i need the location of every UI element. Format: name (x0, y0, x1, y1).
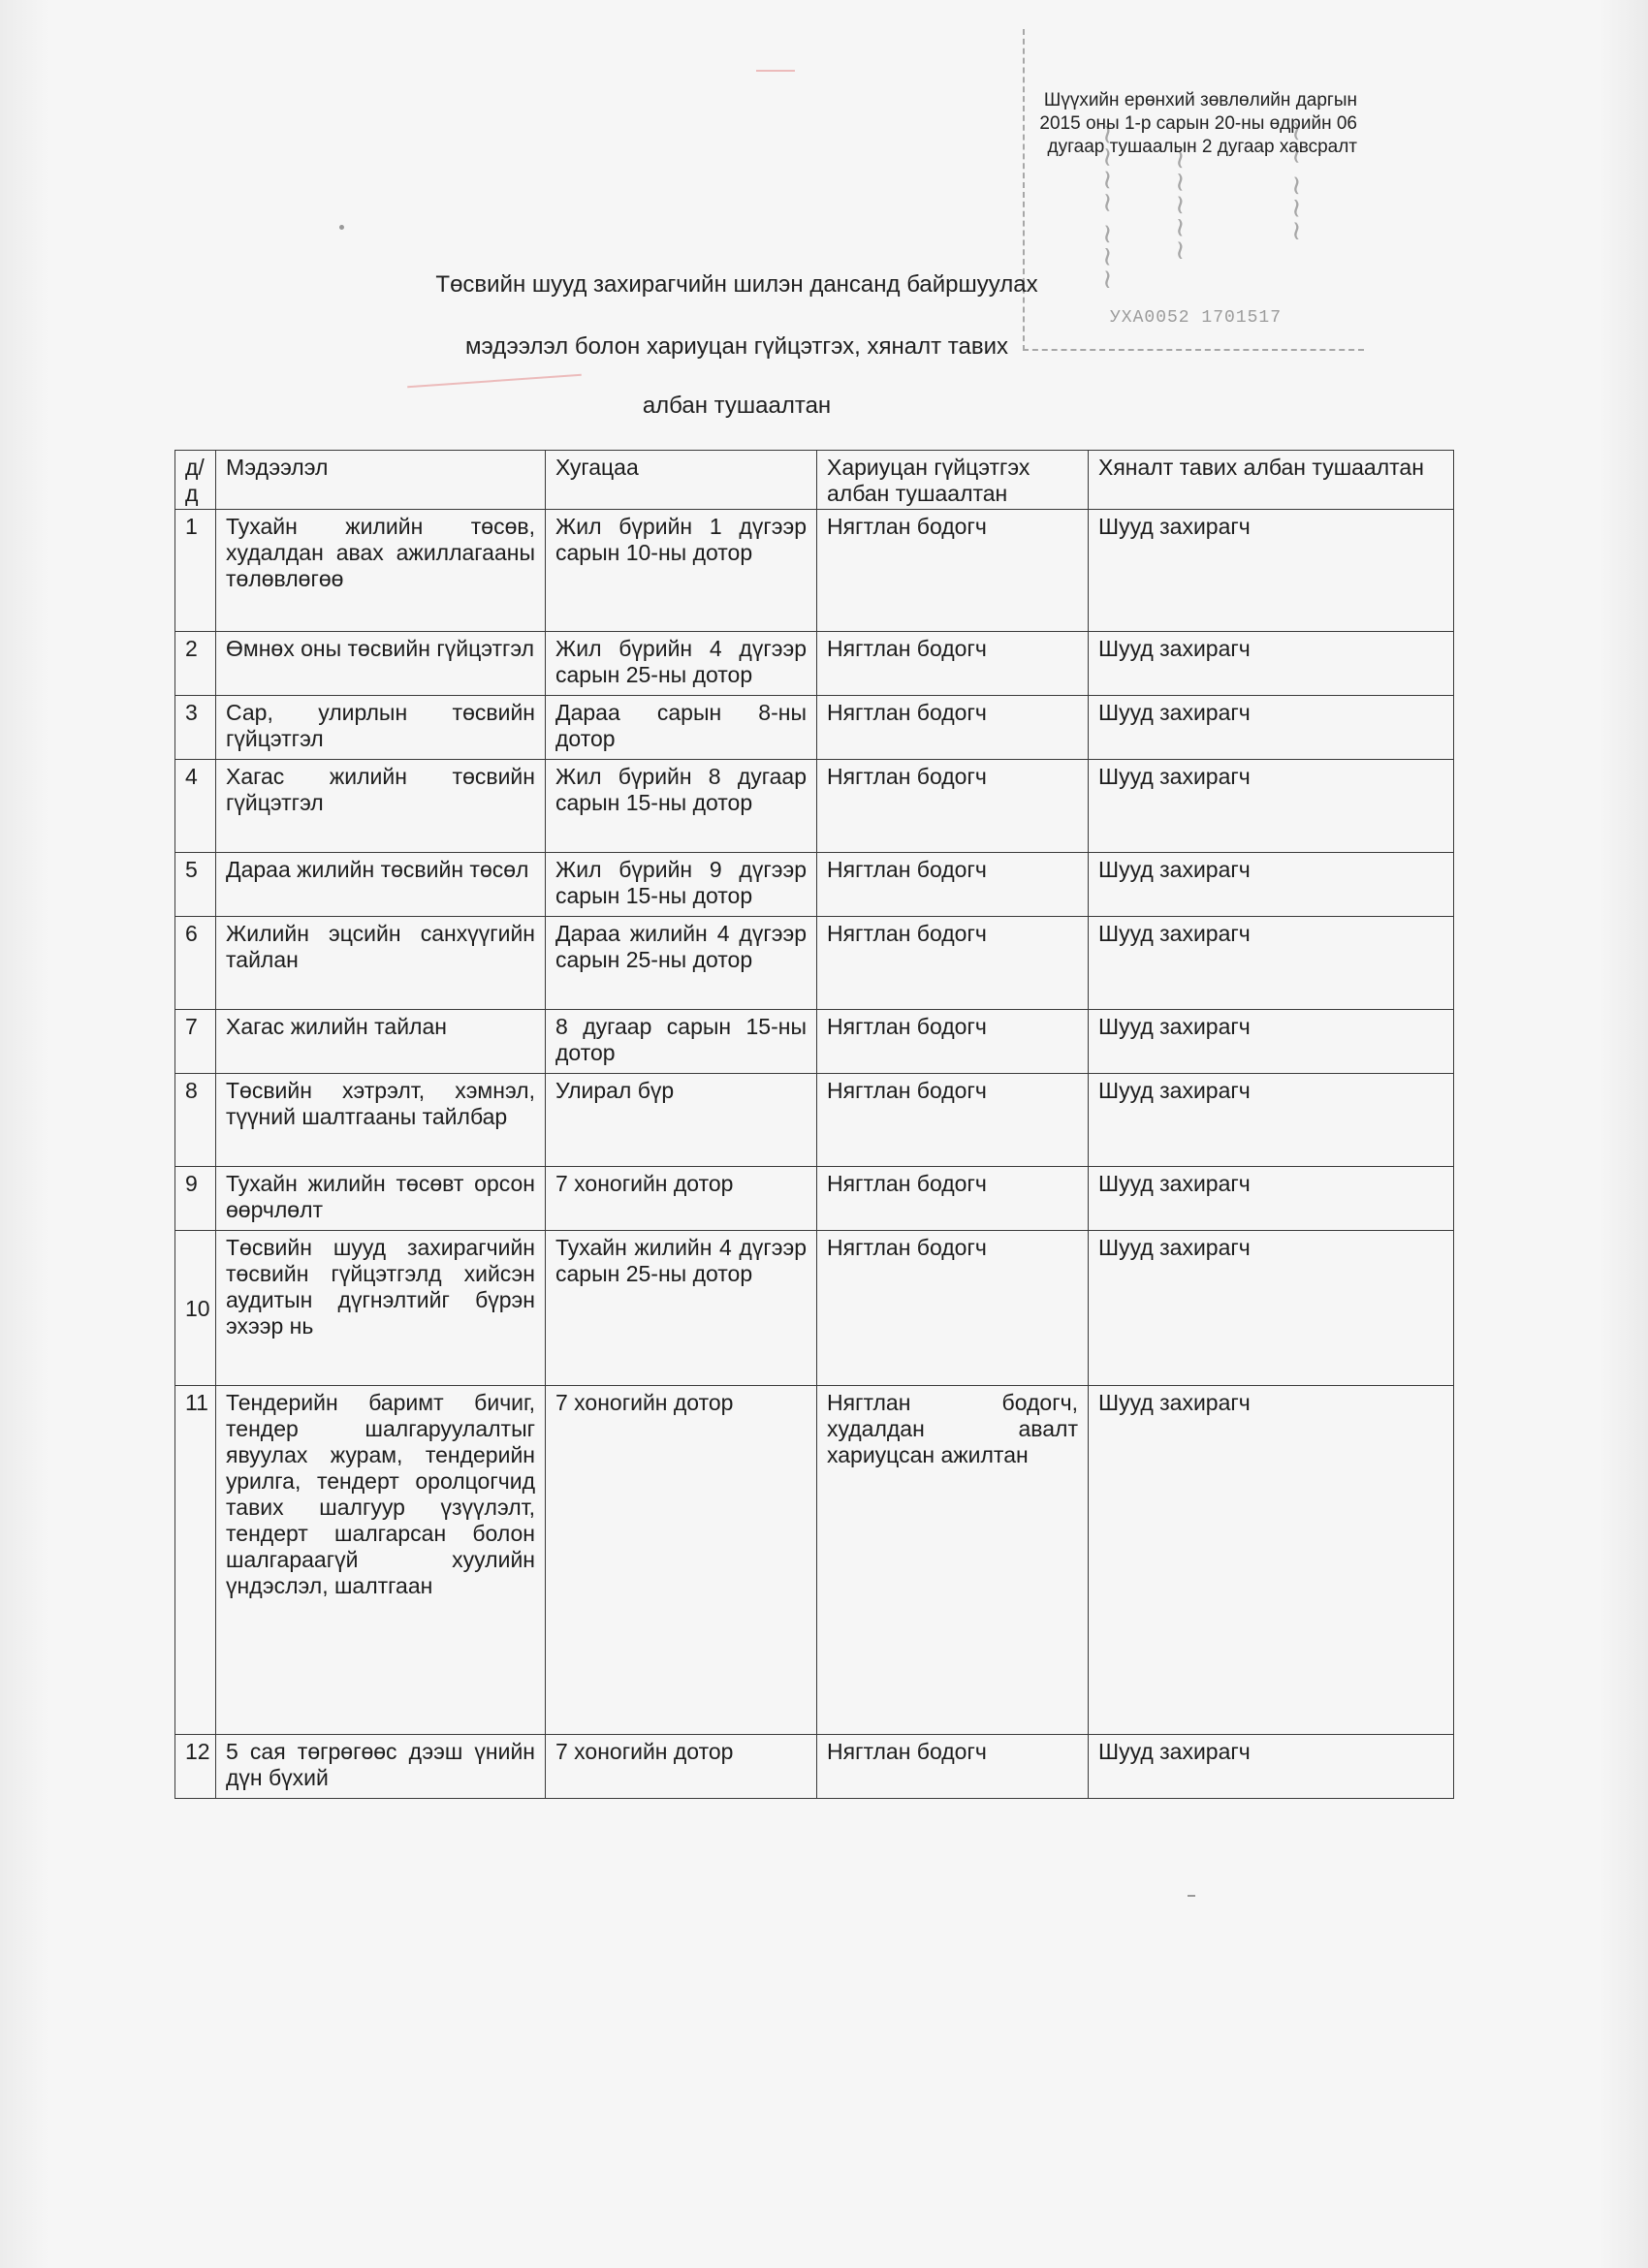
stamp-handwriting: ~~~ ~~ (1280, 119, 1312, 242)
cell-responsible: Нягтлан бодогч (817, 1010, 1089, 1074)
table-row (175, 1386, 1454, 1735)
cell-control: Шууд захирагч (1089, 1386, 1454, 1735)
cell-responsible: Нягтлан бодогч, худалдан авалт хариуцсан ажилтан (817, 1386, 1089, 1735)
cell-responsible: Нягтлан бодогч (817, 510, 1089, 632)
appendix-note (931, 89, 1357, 159)
cell-responsible: Нягтлан бодогч (817, 853, 1089, 917)
document-title-line: Төсвийн шууд захирагчийн шилэн дансанд байршуулах (435, 271, 1038, 298)
cell-time: Жил бүрийн 9 дүгээр сарын 15-ны дотор (546, 853, 817, 917)
stamp-code: УХА0052 1701517 (1110, 308, 1283, 328)
cell-num: 12 (175, 1735, 216, 1799)
cell-time: 8 дугаар сарын 15-ны дотор (546, 1010, 817, 1074)
table-row (175, 632, 1454, 696)
document-title-line: мэдээлэл болон хариуцан гүйцэтгэх, хяналт тавих (465, 333, 1008, 360)
cell-info: Төсвийн шууд захирагчийн төсвийн гүйцэтгэлд хийсэн аудитын дүгнэлтийг бүрэн эхээр нь (216, 1231, 546, 1386)
cell-time: Дараа жилийн 4 дүгээр сарын 25-ны дотор (546, 917, 817, 1010)
cell-time: 7 хоногийн дотор (546, 1735, 817, 1799)
cell-time: Жил бүрийн 8 дугаар сарын 15-ны дотор (546, 760, 817, 853)
cell-num: 3 (175, 696, 216, 760)
document-title-line: албан тушаалтан (642, 393, 832, 419)
cell-control: Шууд захирагч (1089, 632, 1454, 696)
cell-num: 2 (175, 632, 216, 696)
table-row (175, 853, 1454, 917)
cell-control: Шууд захирагч (1089, 1735, 1454, 1799)
cell-num: 11 (175, 1386, 216, 1735)
header-info: Мэдээлэл (216, 451, 546, 510)
table-row (175, 917, 1454, 1010)
cell-time: Жил бүрийн 4 дүгээр сарын 25-ны дотор (546, 632, 817, 696)
responsibility-table (174, 450, 1454, 1799)
cell-info: Өмнөх оны төсвийн гүйцэтгэл (216, 632, 546, 696)
table-row (175, 1231, 1454, 1386)
cell-info: Жилийн эцсийн санхүүгийн тайлан (216, 917, 546, 1010)
cell-info: Тухайн жилийн төсөв, худалдан авах ажиллагааны төлөвлөгөө (216, 510, 546, 632)
cell-num: 10 (175, 1231, 216, 1386)
scan-mark (756, 70, 795, 72)
appendix-note-line: Шүүхийн ерөнхий зөвлөлийн даргын (1043, 90, 1357, 110)
cell-control: Шууд захирагч (1089, 510, 1454, 632)
cell-info: Хагас жилийн тайлан (216, 1010, 546, 1074)
cell-time: 7 хоногийн дотор (546, 1167, 817, 1231)
cell-info: Тухайн жилийн төсөвт орсон өөрчлөлт (216, 1167, 546, 1231)
cell-num: 7 (175, 1010, 216, 1074)
cell-info: Хагас жилийн төсвийн гүйцэтгэл (216, 760, 546, 853)
cell-time: Дараа сарын 8-ны дотор (546, 696, 817, 760)
cell-info: 5 сая төгрөгөөс дээш үнийн дүн бүхий (216, 1735, 546, 1799)
cell-time: Жил бүрийн 1 дүгээр сарын 10-ны дотор (546, 510, 817, 632)
cell-num: 6 (175, 917, 216, 1010)
table-row (175, 1074, 1454, 1167)
scan-speck (339, 225, 344, 230)
appendix-note-line: 2015 оны 1-р сарын 20-ны өдрийн 06 (1039, 113, 1357, 134)
table-row (175, 1010, 1454, 1074)
cell-responsible: Нягтлан бодогч (817, 917, 1089, 1010)
cell-info: Сар, улирлын төсвийн гүйцэтгэл (216, 696, 546, 760)
cell-responsible: Нягтлан бодогч (817, 760, 1089, 853)
table-row (175, 1735, 1454, 1799)
cell-num: 8 (175, 1074, 216, 1167)
cell-control: Шууд захирагч (1089, 1010, 1454, 1074)
cell-num: 4 (175, 760, 216, 853)
cell-control: Шууд захирагч (1089, 760, 1454, 853)
cell-control: Шууд захирагч (1089, 917, 1454, 1010)
cell-num: 1 (175, 510, 216, 632)
cell-responsible: Нягтлан бодогч (817, 1167, 1089, 1231)
cell-control: Шууд захирагч (1089, 1074, 1454, 1167)
header-responsible: Хариуцан гүйцэтгэх албан тушаалтан (817, 451, 1089, 510)
cell-control: Шууд захирагч (1089, 696, 1454, 760)
cell-responsible: Нягтлан бодогч (817, 696, 1089, 760)
table-row (175, 1167, 1454, 1231)
header-time: Хугацаа (546, 451, 817, 510)
cell-control: Шууд захирагч (1089, 1231, 1454, 1386)
cell-time: Тухайн жилийн 4 дүгээр сарын 25-ны дотор (546, 1231, 817, 1386)
table-header-row (175, 451, 1454, 510)
cell-num: 9 (175, 1167, 216, 1231)
appendix-note-line: дугаар тушаалын 2 дугаар хавсралт (1047, 137, 1357, 157)
cell-time: 7 хоногийн дотор (546, 1386, 817, 1735)
cell-num: 5 (175, 853, 216, 917)
cell-info: Төсвийн хэтрэлт, хэмнэл, түүний шалтгааны тайлбар (216, 1074, 546, 1167)
cell-control: Шууд захирагч (1089, 853, 1454, 917)
cell-time: Улирал бүр (546, 1074, 817, 1167)
stamp-handwriting: ~~~ ~~~~ (1091, 122, 1123, 291)
cell-responsible: Нягтлан бодогч (817, 1735, 1089, 1799)
table-row (175, 510, 1454, 632)
table-row (175, 696, 1454, 760)
cell-responsible: Нягтлан бодогч (817, 632, 1089, 696)
cell-responsible: Нягтлан бодогч (817, 1074, 1089, 1167)
cell-info: Дараа жилийн төсвийн төсөл (216, 853, 546, 917)
header-num: д/д (175, 451, 216, 510)
table-row (175, 760, 1454, 853)
header-control: Хяналт тавих албан тушаалтан (1089, 451, 1454, 510)
cell-control: Шууд захирагч (1089, 1167, 1454, 1231)
scan-speck (1188, 1895, 1195, 1897)
cell-info: Тендерийн баримт бичиг, тендер шалгаруулалтыг явуулах журам, тендерийн урилга, тендерт оролцогчид тавих шалгуур үзүүлэлт, тендерт шалгарсан болон шалгараагүй хуулийн үндэслэл, шалтгаан (216, 1386, 546, 1735)
stamp-handwriting: ~~~~~ (1163, 147, 1195, 262)
cell-responsible: Нягтлан бодогч (817, 1231, 1089, 1386)
